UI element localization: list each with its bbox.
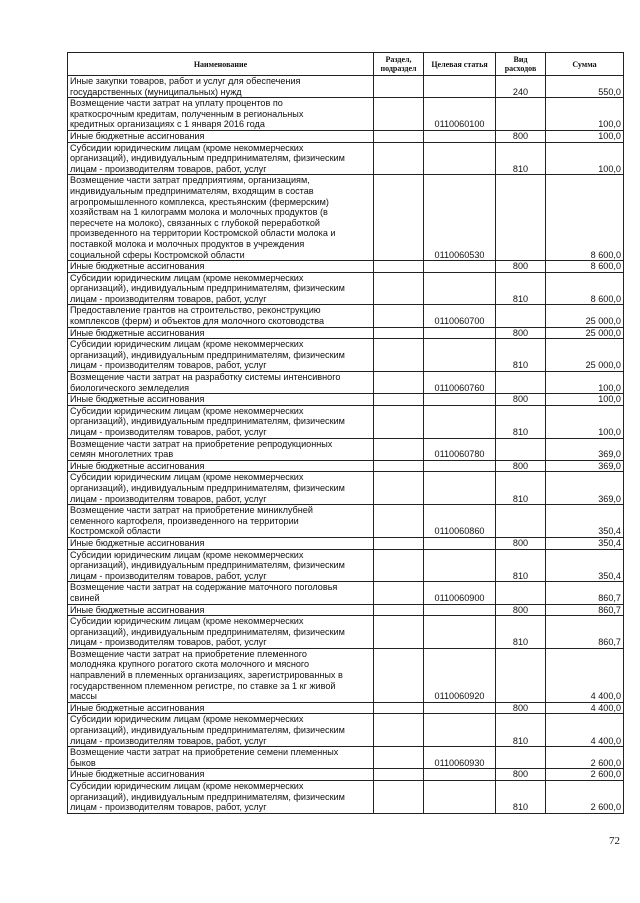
cell-section xyxy=(374,505,424,538)
cell-expense-type: 810 xyxy=(496,472,546,505)
cell-name: Возмещение части затрат на приобретение миниклубней семенного картофеля, произведенного на территории Костромской области xyxy=(68,505,374,538)
table-row xyxy=(68,76,624,98)
cell-target xyxy=(424,394,496,406)
cell-section xyxy=(374,460,424,472)
table-row xyxy=(68,582,624,604)
table-row xyxy=(68,394,624,406)
cell-section xyxy=(374,747,424,769)
cell-target xyxy=(424,339,496,372)
cell-expense-type xyxy=(496,747,546,769)
cell-name: Иные бюджетные ассигнования xyxy=(68,702,374,714)
cell-section xyxy=(374,769,424,781)
cell-target xyxy=(424,272,496,305)
cell-target xyxy=(424,130,496,142)
table-row xyxy=(68,142,624,175)
cell-expense-type: 810 xyxy=(496,405,546,438)
cell-name: Возмещение части затрат на приобретение семени племенных быков xyxy=(68,747,374,769)
cell-name: Субсидии юридическим лицам (кроме некоммерческих организаций), индивидуальным предпринимателям, физическим лицам - производителям товаров, работ, услуг xyxy=(68,616,374,649)
cell-target: 0110060100 xyxy=(424,98,496,131)
cell-amount: 100,0 xyxy=(546,372,624,394)
table-row xyxy=(68,460,624,472)
page-number: 72 xyxy=(609,835,620,847)
cell-section xyxy=(374,616,424,649)
cell-expense-type xyxy=(496,175,546,261)
cell-section xyxy=(374,537,424,549)
cell-amount: 100,0 xyxy=(546,405,624,438)
table-row xyxy=(68,648,624,702)
cell-expense-type: 810 xyxy=(496,714,546,747)
cell-expense-type: 800 xyxy=(496,460,546,472)
cell-section xyxy=(374,339,424,372)
cell-name: Возмещение части затрат на содержание маточного поголовья свиней xyxy=(68,582,374,604)
cell-target xyxy=(424,460,496,472)
table-row xyxy=(68,472,624,505)
cell-expense-type xyxy=(496,582,546,604)
cell-amount: 860,7 xyxy=(546,582,624,604)
cell-name: Предоставление грантов на строительство, реконструкцию комплексов (ферм) и объектов для молочного скотоводства xyxy=(68,305,374,327)
cell-expense-type: 810 xyxy=(496,781,546,814)
cell-amount: 8 600,0 xyxy=(546,175,624,261)
cell-amount: 100,0 xyxy=(546,142,624,175)
cell-target: 0110060760 xyxy=(424,372,496,394)
cell-section xyxy=(374,438,424,460)
cell-amount: 25 000,0 xyxy=(546,305,624,327)
cell-expense-type: 800 xyxy=(496,702,546,714)
cell-name: Иные бюджетные ассигнования xyxy=(68,604,374,616)
cell-name: Иные бюджетные ассигнования xyxy=(68,327,374,339)
cell-name: Возмещение части затрат на приобретение репродукционных семян многолетних трав xyxy=(68,438,374,460)
cell-amount: 2 600,0 xyxy=(546,747,624,769)
cell-target: 0110060530 xyxy=(424,175,496,261)
cell-name: Возмещение части затрат на разработку системы интенсивного биологического земледелия xyxy=(68,372,374,394)
cell-section xyxy=(374,261,424,273)
cell-expense-type: 800 xyxy=(496,130,546,142)
cell-section xyxy=(374,394,424,406)
cell-name: Иные бюджетные ассигнования xyxy=(68,769,374,781)
table-row xyxy=(68,616,624,649)
table-row xyxy=(68,549,624,582)
cell-amount: 2 600,0 xyxy=(546,769,624,781)
cell-name: Субсидии юридическим лицам (кроме некоммерческих организаций), индивидуальным предпринимателям, физическим лицам - производителям товаров, работ, услуг xyxy=(68,781,374,814)
cell-expense-type xyxy=(496,372,546,394)
cell-expense-type: 810 xyxy=(496,616,546,649)
cell-section xyxy=(374,549,424,582)
cell-target xyxy=(424,405,496,438)
cell-amount: 4 400,0 xyxy=(546,702,624,714)
header-amount: Сумма xyxy=(546,53,624,76)
cell-target xyxy=(424,537,496,549)
table-row xyxy=(68,714,624,747)
cell-section xyxy=(374,472,424,505)
cell-section xyxy=(374,305,424,327)
cell-target xyxy=(424,616,496,649)
cell-amount: 100,0 xyxy=(546,98,624,131)
cell-amount: 8 600,0 xyxy=(546,272,624,305)
cell-name: Иные бюджетные ассигнования xyxy=(68,261,374,273)
cell-name: Возмещение части затрат на уплату процентов по краткосрочным кредитам, полученным в региональных кредитных организациях с 1 января 2016 года xyxy=(68,98,374,131)
header-section: Раздел, подраздел xyxy=(374,53,424,76)
cell-section xyxy=(374,405,424,438)
cell-name: Субсидии юридическим лицам (кроме некоммерческих организаций), индивидуальным предпринимателям, физическим лицам - производителям товаров, работ, услуг xyxy=(68,339,374,372)
cell-target xyxy=(424,472,496,505)
cell-section xyxy=(374,76,424,98)
cell-expense-type: 800 xyxy=(496,261,546,273)
cell-name: Субсидии юридическим лицам (кроме некоммерческих организаций), индивидуальным предпринимателям, физическим лицам - производителям товаров, работ, услуг xyxy=(68,472,374,505)
table-row xyxy=(68,261,624,273)
cell-target: 0110060920 xyxy=(424,648,496,702)
cell-amount: 350,4 xyxy=(546,537,624,549)
cell-section xyxy=(374,648,424,702)
table-row xyxy=(68,372,624,394)
cell-amount: 860,7 xyxy=(546,604,624,616)
cell-section xyxy=(374,327,424,339)
cell-expense-type xyxy=(496,98,546,131)
cell-name: Возмещение части затрат на приобретение племенного молодняка крупного рогатого скота молочного и мясного направлений в племенных организациях, зарегистрированных в государственном племенном регистре, по ставке за 1 кг живой массы xyxy=(68,648,374,702)
cell-section xyxy=(374,582,424,604)
cell-amount: 860,7 xyxy=(546,616,624,649)
cell-name: Субсидии юридическим лицам (кроме некоммерческих организаций), индивидуальным предпринимателям, физическим лицам - производителям товаров, работ, услуг xyxy=(68,549,374,582)
cell-target: 0110060780 xyxy=(424,438,496,460)
cell-name: Иные бюджетные ассигнования xyxy=(68,394,374,406)
table-row xyxy=(68,405,624,438)
cell-name: Субсидии юридическим лицам (кроме некоммерческих организаций), индивидуальным предпринимателям, физическим лицам - производителям товаров, работ, услуг xyxy=(68,142,374,175)
table-row xyxy=(68,272,624,305)
cell-amount: 350,4 xyxy=(546,549,624,582)
cell-expense-type xyxy=(496,305,546,327)
cell-section xyxy=(374,781,424,814)
cell-amount: 350,4 xyxy=(546,505,624,538)
cell-name: Субсидии юридическим лицам (кроме некоммерческих организаций), индивидуальным предпринимателям, физическим лицам - производителям товаров, работ, услуг xyxy=(68,714,374,747)
cell-amount: 8 600,0 xyxy=(546,261,624,273)
table-header-row xyxy=(68,53,624,76)
table-row xyxy=(68,339,624,372)
header-name: Наименование xyxy=(68,53,374,76)
cell-target xyxy=(424,781,496,814)
cell-expense-type: 800 xyxy=(496,604,546,616)
cell-section xyxy=(374,142,424,175)
cell-name: Субсидии юридическим лицам (кроме некоммерческих организаций), индивидуальным предпринимателям, физическим лицам - производителям товаров, работ, услуг xyxy=(68,405,374,438)
table-row xyxy=(68,175,624,261)
cell-target xyxy=(424,769,496,781)
cell-name: Иные бюджетные ассигнования xyxy=(68,537,374,549)
table-row xyxy=(68,327,624,339)
cell-section xyxy=(374,604,424,616)
cell-target: 0110060860 xyxy=(424,505,496,538)
cell-section xyxy=(374,272,424,305)
header-expense-type: Вид расходов xyxy=(496,53,546,76)
cell-amount: 369,0 xyxy=(546,438,624,460)
cell-section xyxy=(374,130,424,142)
budget-table xyxy=(67,52,624,814)
cell-target xyxy=(424,549,496,582)
table-row xyxy=(68,505,624,538)
cell-amount: 100,0 xyxy=(546,130,624,142)
cell-name: Иные бюджетные ассигнования xyxy=(68,460,374,472)
cell-target xyxy=(424,702,496,714)
cell-amount: 100,0 xyxy=(546,394,624,406)
cell-expense-type xyxy=(496,648,546,702)
cell-expense-type: 810 xyxy=(496,142,546,175)
cell-expense-type: 810 xyxy=(496,272,546,305)
cell-amount: 4 400,0 xyxy=(546,648,624,702)
table-row xyxy=(68,604,624,616)
table-row xyxy=(68,438,624,460)
cell-amount: 25 000,0 xyxy=(546,339,624,372)
cell-expense-type: 800 xyxy=(496,327,546,339)
cell-amount: 369,0 xyxy=(546,472,624,505)
cell-amount: 369,0 xyxy=(546,460,624,472)
cell-amount: 2 600,0 xyxy=(546,781,624,814)
cell-section xyxy=(374,98,424,131)
cell-target xyxy=(424,142,496,175)
cell-name: Субсидии юридическим лицам (кроме некоммерческих организаций), индивидуальным предпринимателям, физическим лицам - производителям товаров, работ, услуг xyxy=(68,272,374,305)
table-row xyxy=(68,130,624,142)
table-row xyxy=(68,747,624,769)
cell-name: Иные закупки товаров, работ и услуг для обеспечения государственных (муниципальных) нужд xyxy=(68,76,374,98)
cell-expense-type: 810 xyxy=(496,339,546,372)
table-body xyxy=(68,76,624,814)
cell-target xyxy=(424,714,496,747)
cell-section xyxy=(374,372,424,394)
cell-expense-type: 240 xyxy=(496,76,546,98)
cell-section xyxy=(374,714,424,747)
cell-section xyxy=(374,702,424,714)
cell-expense-type: 800 xyxy=(496,537,546,549)
header-target: Целевая статья xyxy=(424,53,496,76)
cell-expense-type xyxy=(496,505,546,538)
cell-expense-type xyxy=(496,438,546,460)
cell-expense-type: 800 xyxy=(496,394,546,406)
cell-name: Возмещение части затрат предприятиям, организациям, индивидуальным предпринимателям, входящим в состав агропромышленного комплекса, крестьянским (фермерским) хозяйствам на 1 килограмм молока и молочных продуктов (в пересчете на молоко), связанных с глубокой переработкой произведенного на территории Костромской области молока и поставкой молока и молочных продуктов в учреждения социальной сферы Костромской области xyxy=(68,175,374,261)
table-row xyxy=(68,98,624,131)
cell-target xyxy=(424,604,496,616)
cell-target: 0110060900 xyxy=(424,582,496,604)
cell-amount: 550,0 xyxy=(546,76,624,98)
table-row xyxy=(68,537,624,549)
cell-target: 0110060930 xyxy=(424,747,496,769)
cell-name: Иные бюджетные ассигнования xyxy=(68,130,374,142)
table-row xyxy=(68,305,624,327)
table-row xyxy=(68,781,624,814)
cell-expense-type: 810 xyxy=(496,549,546,582)
cell-section xyxy=(374,175,424,261)
cell-target xyxy=(424,76,496,98)
cell-amount: 25 000,0 xyxy=(546,327,624,339)
cell-expense-type: 800 xyxy=(496,769,546,781)
table-row xyxy=(68,702,624,714)
cell-amount: 4 400,0 xyxy=(546,714,624,747)
cell-target xyxy=(424,327,496,339)
cell-target: 0110060700 xyxy=(424,305,496,327)
table-row xyxy=(68,769,624,781)
cell-target xyxy=(424,261,496,273)
